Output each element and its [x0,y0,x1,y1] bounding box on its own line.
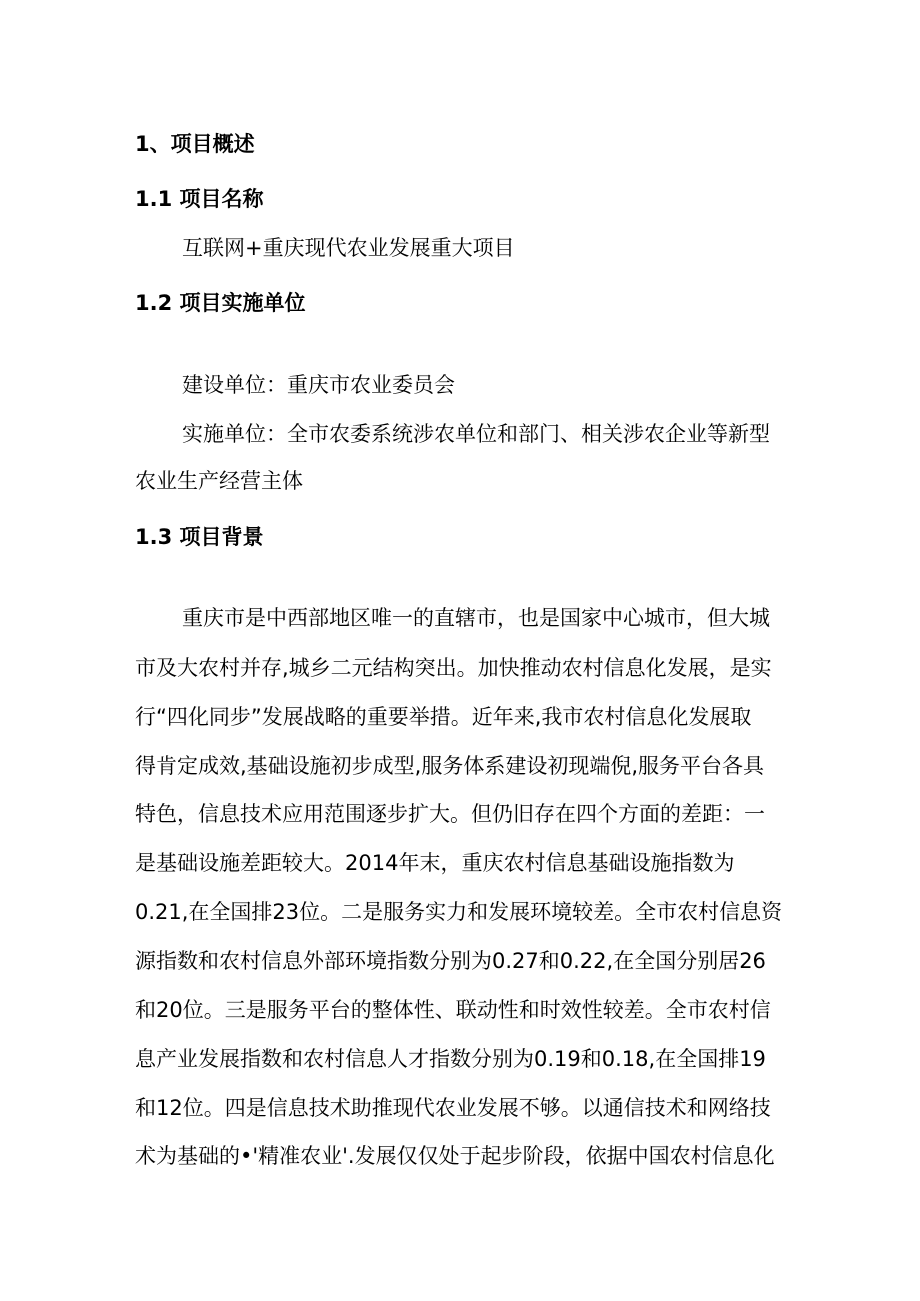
section-heading-implementing-unit: 1.2 项目实施单位 [135,291,306,315]
background-paragraph-line: 特色，信息技术应用范围逐步扩大。但仍旧存在四个方面的差距：一 [135,802,765,826]
background-paragraph-line: 市及大农村并存,城乡二元结构突出。加快推动农村信息化发展，是实 [135,656,772,680]
background-paragraph-line: 行“四化同步”发展战略的重要举措。近年来,我市农村信息化发展取 [135,705,752,729]
background-paragraph-line: 术为基础的•'精准农业'.发展仅仅处于起步阶段，依据中国农村信息化 [135,1144,775,1168]
background-paragraph-line: 是基础设施差距较大。2014年末，重庆农村信息基础设施指数为 [135,851,735,875]
section-heading-overview: 1、项目概述 [135,132,255,156]
section-heading-project-name: 1.1 项目名称 [135,187,264,211]
implementation-unit-line-1: 实施单位：全市农委系统涉农单位和部门、相关涉农企业等新型 [182,422,770,446]
background-paragraph-line: 0.21,在全国排23位。二是服务实力和发展环境较差。全市农村信息资 [135,900,783,924]
background-paragraph-line: 得肯定成效,基础设施初步成型,服务体系建设初现端倪,服务平台各具 [135,754,765,778]
section-heading-background: 1.3 项目背景 [135,525,264,549]
background-paragraph-line: 和12位。四是信息技术助推现代农业发展不够。以通信技术和网络技 [135,1096,771,1120]
implementation-unit-line-2: 农业生产经营主体 [135,469,303,493]
background-paragraph-line: 重庆市是中西部地区唯一的直辖市，也是国家中心城市，但大城 [182,606,770,630]
background-paragraph-line: 源指数和农村信息外部环境指数分别为0.27和0.22,在全国分别居26 [135,949,766,973]
project-name-text: 互联网+重庆现代农业发展重大项目 [182,236,515,260]
construction-unit-text: 建设单位：重庆市农业委员会 [182,373,455,397]
background-paragraph-line: 和20位。三是服务平台的整体性、联动性和时效性较差。全市农村信 [135,998,771,1022]
background-paragraph-line: 息产业发展指数和农村信息人才指数分别为0.19和0.18,在全国排19 [135,1047,766,1071]
